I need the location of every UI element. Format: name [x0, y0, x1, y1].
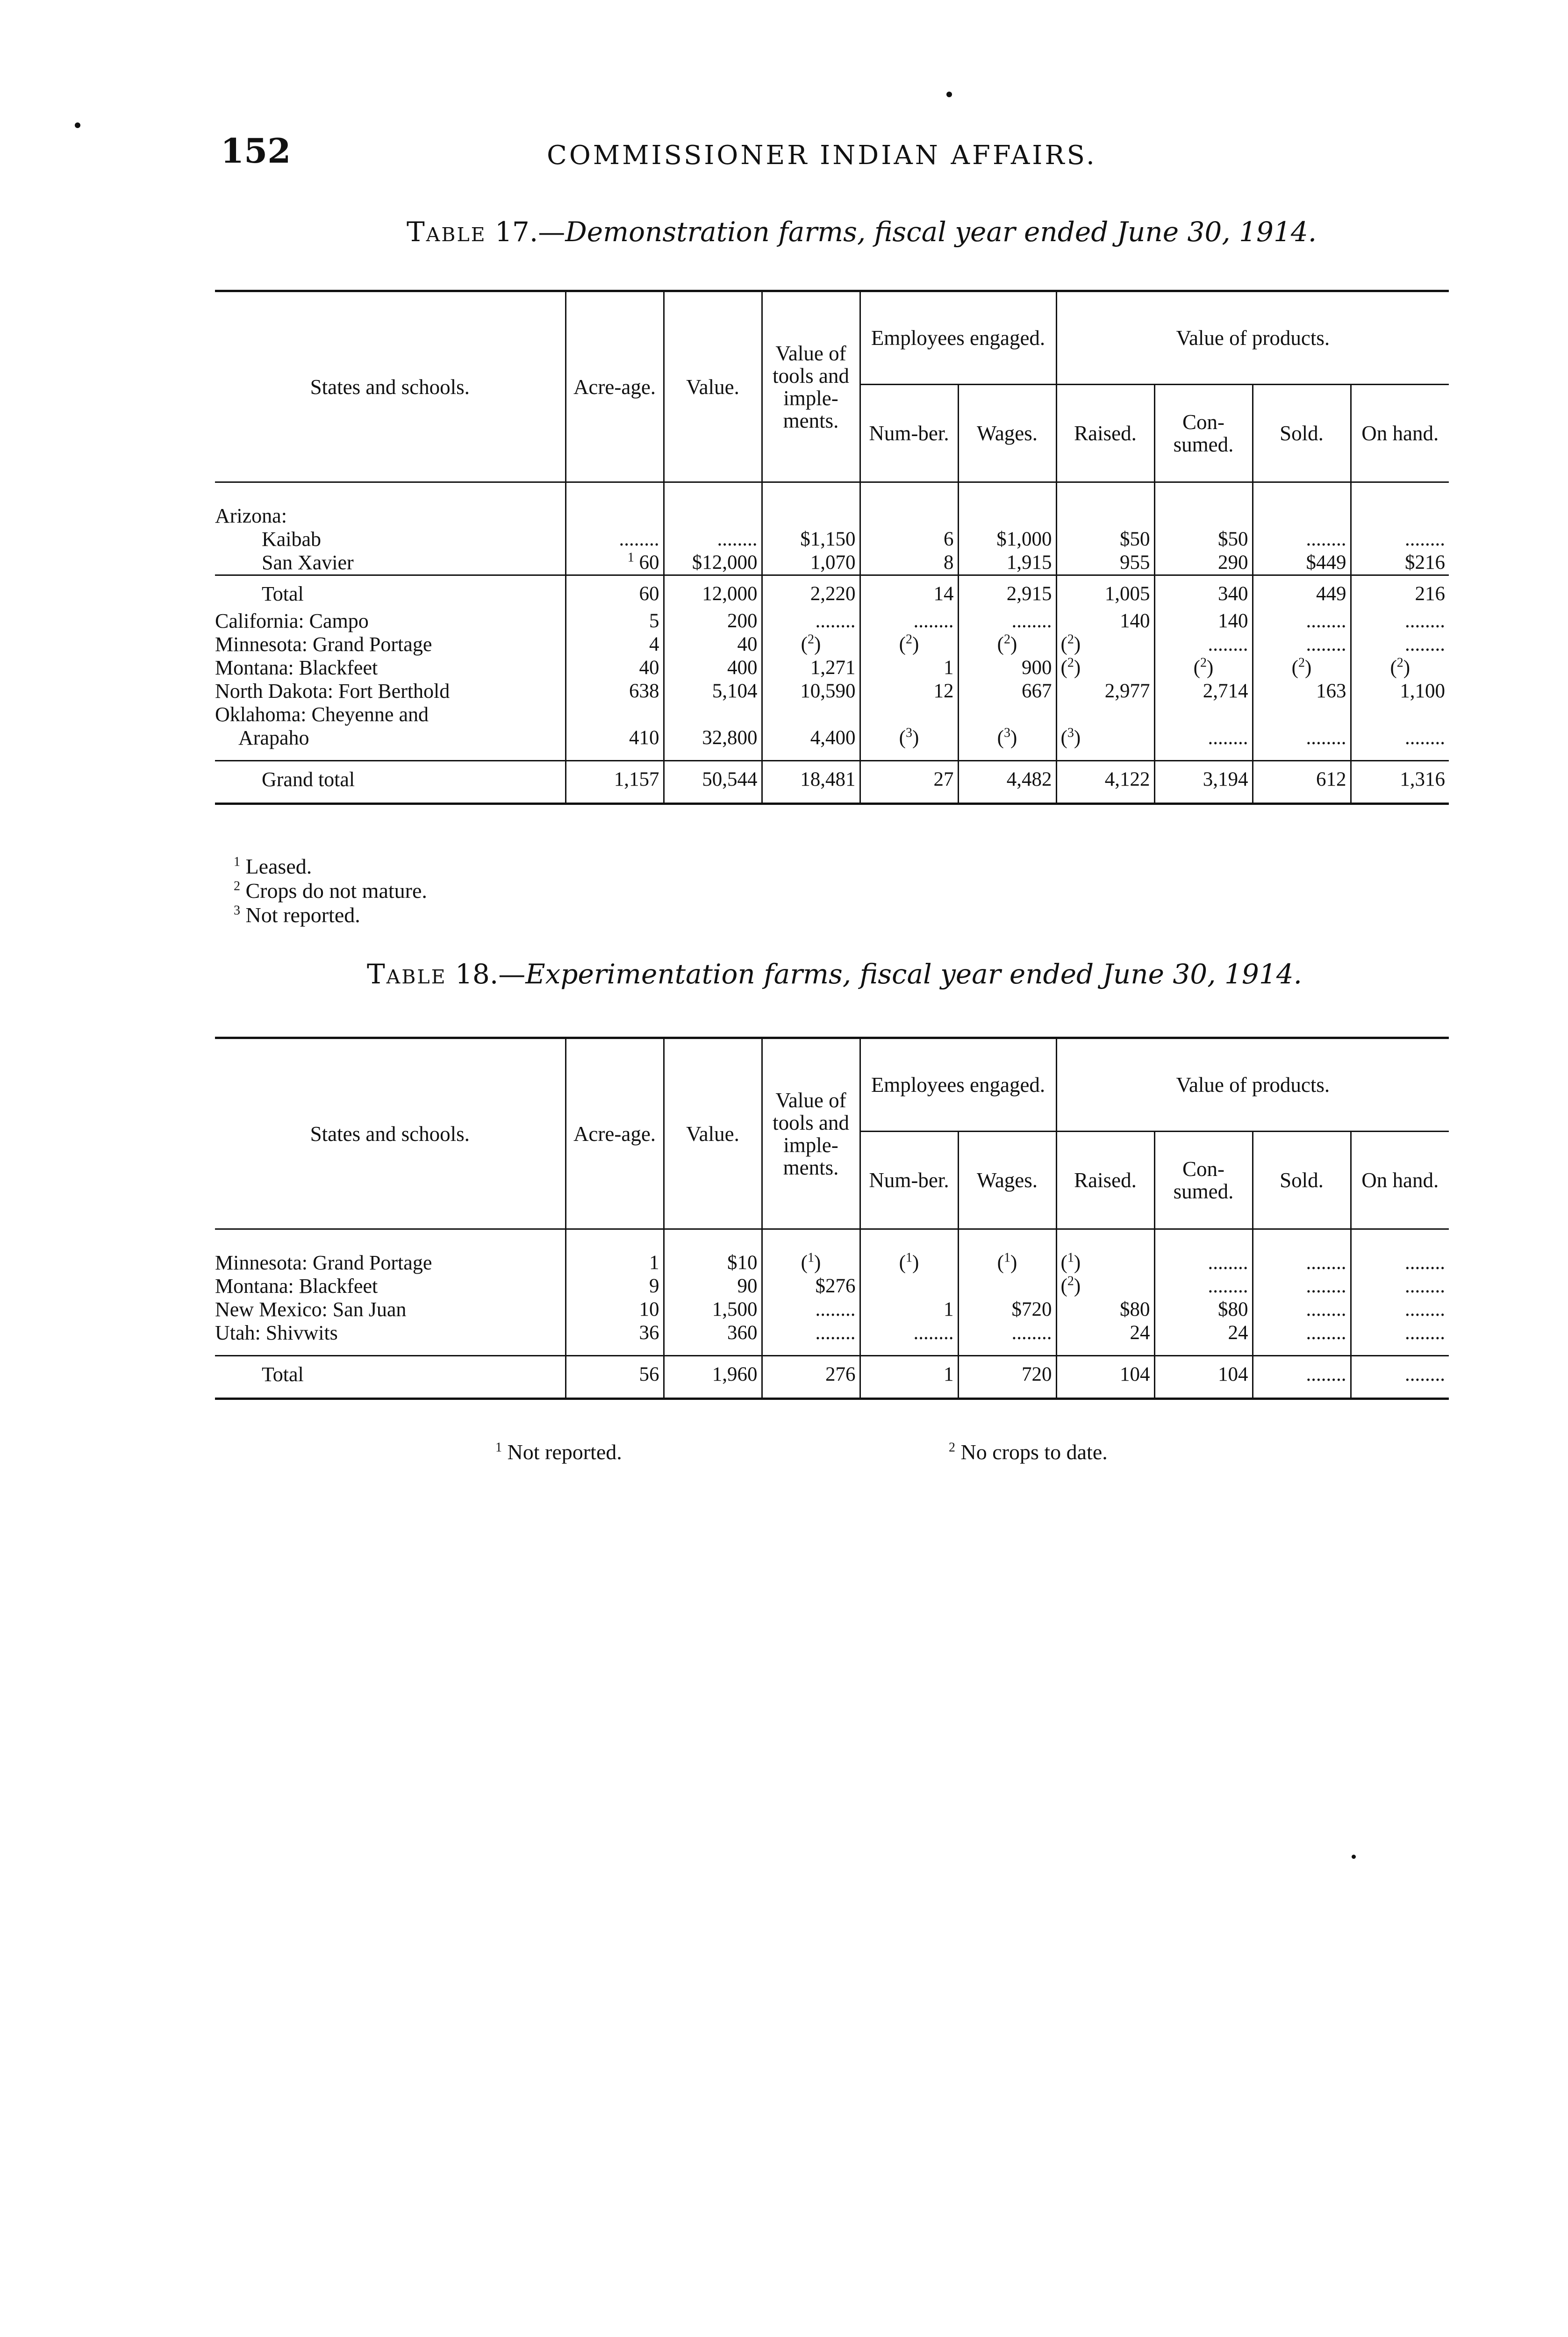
table17-dash: —	[538, 216, 566, 248]
cell-acreage: 10	[566, 1298, 664, 1321]
cell-value: 12,000	[664, 575, 762, 610]
page-number: 152	[221, 131, 291, 171]
footnote-ref: 2	[808, 632, 814, 647]
table-row	[215, 1229, 1449, 1275]
cell-consumed: ($^2$)	[1154, 656, 1253, 680]
header-states: States and schools.	[215, 1038, 566, 1229]
footnote-ref: 1	[1067, 1250, 1074, 1265]
header-raised: Raised.	[1056, 385, 1154, 482]
row-name: Minnesota: Grand Portage	[215, 633, 566, 656]
cell-wages: 4,482	[958, 761, 1056, 804]
cell-raised: ($^1$)	[1056, 1229, 1154, 1275]
cell-wages: 667	[958, 680, 1056, 703]
cell-value: $12,000	[664, 551, 762, 575]
header-acreage: Acre-age.	[566, 291, 664, 482]
cell-number: 1	[860, 1356, 958, 1399]
header-products: Value of products.	[1056, 1038, 1449, 1132]
cell-onhand: ........	[1405, 1322, 1446, 1344]
cell-number: 1	[860, 656, 958, 680]
footnote-ref: 3	[1067, 725, 1074, 740]
cell-consumed: 290	[1154, 551, 1253, 575]
cell-raised: ($^2$)	[1056, 656, 1154, 680]
cell-onhand: ........	[1405, 633, 1446, 655]
cell-raised: $80	[1056, 1298, 1154, 1321]
table18-dash: —	[498, 958, 526, 990]
table-row	[215, 1298, 1449, 1321]
cell-acreage: 1,157	[566, 761, 664, 804]
row-name: San Xavier	[215, 551, 566, 575]
cell-value: 90	[664, 1275, 762, 1298]
cell-onhand: 1,100	[1400, 680, 1446, 702]
row-name: Arizona:	[215, 482, 566, 528]
cell-value: 32,800	[664, 726, 762, 761]
cell-consumed: $80	[1154, 1298, 1253, 1321]
table-row	[215, 703, 1449, 726]
header-onhand: On hand.	[1351, 385, 1449, 482]
table17-number: 17.	[495, 216, 538, 248]
footnote-ref: 1	[906, 1250, 912, 1265]
cell-acreage: ........	[566, 528, 664, 551]
cell-tools: ........	[762, 609, 860, 633]
footnote: $^2$ No crops to date.	[949, 1440, 1108, 1464]
table17-label: Table	[407, 216, 487, 248]
row-name: Grand total	[215, 761, 566, 804]
cell-tools: $1,150	[762, 528, 860, 551]
table-row	[215, 528, 1449, 551]
cell-sold: $449	[1253, 551, 1351, 575]
cell-consumed: 140	[1154, 609, 1253, 633]
footnote: $^1$ Leased.	[234, 854, 312, 878]
cell-tools: 2,220	[762, 575, 860, 610]
cell-value: ........	[664, 528, 762, 551]
cell-value: 1,500	[664, 1298, 762, 1321]
table18-caption	[367, 958, 1302, 990]
cell-sold: 449	[1253, 575, 1351, 610]
cell-raised: $50	[1056, 528, 1154, 551]
cell-value: $10	[664, 1229, 762, 1275]
header-number: Num-ber.	[860, 385, 958, 482]
cell-consumed: 24	[1154, 1321, 1253, 1356]
cell-acreage: 410	[566, 726, 664, 761]
header-tools: Value of tools and imple-ments.	[762, 291, 860, 482]
table-row	[215, 482, 1449, 528]
footnote: $^3$ Not reported.	[234, 903, 360, 927]
cell-consumed: ........	[1154, 726, 1253, 761]
table18-number: 18.	[455, 958, 499, 990]
cell-acreage: 9	[566, 1275, 664, 1298]
footnote-ref: 2	[1200, 655, 1207, 670]
table-row	[215, 726, 1449, 761]
table17-caption	[407, 216, 1317, 248]
cell-consumed: ........	[1154, 1229, 1253, 1275]
footnote-ref: 3	[1004, 725, 1010, 740]
table18	[215, 1037, 1449, 1400]
header-wages: Wages.	[958, 385, 1056, 482]
cell-sold: ........	[1253, 1298, 1351, 1321]
cell-onhand: 1,316	[1351, 761, 1449, 804]
row-name: California: Campo	[215, 609, 566, 633]
cell-raised: 1,005	[1056, 575, 1154, 610]
cell-wages: $1,000	[958, 528, 1056, 551]
header-products: Value of products.	[1056, 291, 1449, 385]
ink-speck	[75, 122, 80, 128]
cell-raised: ($^2$)	[1056, 1275, 1154, 1298]
cell-onhand: ........	[1405, 1275, 1446, 1297]
cell-tools: 276	[762, 1356, 860, 1399]
cell-consumed: 3,194	[1154, 761, 1253, 804]
cell-tools: 10,590	[762, 680, 860, 703]
cell-sold: ........	[1253, 1321, 1351, 1356]
footnote-ref: 3	[906, 725, 912, 740]
footnote: $^2$ Crops do not mature.	[234, 879, 427, 903]
table-row	[215, 1356, 1449, 1399]
footnote-ref: 2	[1004, 632, 1010, 647]
cell-wages: ($^1$)	[958, 1229, 1056, 1275]
table-row	[215, 609, 1449, 633]
header-raised: Raised.	[1056, 1132, 1154, 1229]
header-number: Num-ber.	[860, 1132, 958, 1229]
header-sold: Sold.	[1253, 385, 1351, 482]
cell-number	[860, 1275, 958, 1298]
cell-number: ($^2$)	[860, 633, 958, 656]
header-employees: Employees engaged.	[860, 291, 1056, 385]
cell-tools: 1,271	[762, 656, 860, 680]
cell-wages	[958, 1275, 1056, 1298]
table17-footnotes	[234, 854, 427, 927]
cell-raised: ($^2$)	[1056, 633, 1154, 656]
header-tools: Value of tools and imple-ments.	[762, 1038, 860, 1229]
cell-onhand: ........	[1405, 610, 1446, 632]
cell-raised: 104	[1056, 1356, 1154, 1399]
cell-value: 360	[664, 1321, 762, 1356]
cell-consumed: ........	[1154, 633, 1253, 656]
cell-onhand: ($^2$)	[1390, 655, 1410, 679]
cell-number: 1	[860, 1298, 958, 1321]
table-row	[215, 761, 1449, 804]
cell-number: 6	[860, 528, 958, 551]
cell-tools: $276	[762, 1275, 860, 1298]
cell-wages: ........	[958, 1321, 1056, 1356]
cell-acreage: 56	[566, 1356, 664, 1399]
row-name: Minnesota: Grand Portage	[215, 1229, 566, 1275]
cell-acreage: 638	[566, 680, 664, 703]
header-consumed: Con-sumed.	[1154, 385, 1253, 482]
header-onhand: On hand.	[1351, 1132, 1449, 1229]
cell-onhand: ........	[1351, 1356, 1449, 1399]
cell-raised: ($^3$)	[1056, 726, 1154, 761]
footnote-ref: 2	[906, 632, 912, 647]
cell-wages: $720	[958, 1298, 1056, 1321]
row-name: Montana: Blackfeet	[215, 1275, 566, 1298]
row-name: Kaibab	[215, 528, 566, 551]
row-name: Montana: Blackfeet	[215, 656, 566, 680]
cell-sold: ........	[1253, 528, 1351, 551]
cell-raised: 955	[1056, 551, 1154, 575]
header-wages: Wages.	[958, 1132, 1056, 1229]
cell-number: 12	[860, 680, 958, 703]
cell-acreage: 4	[566, 633, 664, 656]
cell-value: 1,960	[664, 1356, 762, 1399]
cell-consumed: 2,714	[1154, 680, 1253, 703]
cell-sold: ($^2$)	[1253, 656, 1351, 680]
cell-sold: 612	[1253, 761, 1351, 804]
row-name: New Mexico: San Juan	[215, 1298, 566, 1321]
cell-tools: 18,481	[762, 761, 860, 804]
table-row	[215, 575, 1449, 610]
cell-wages: 900	[958, 656, 1056, 680]
cell-acreage: $^1$ 60	[566, 551, 664, 575]
ink-speck	[1352, 1855, 1356, 1859]
cell-raised: 2,977	[1056, 680, 1154, 703]
cell-sold: ........	[1253, 1229, 1351, 1275]
table-row	[215, 633, 1449, 656]
cell-value: 200	[664, 609, 762, 633]
cell-wages: ........	[958, 609, 1056, 633]
cell-tools: ........	[762, 1298, 860, 1321]
cell-value: 5,104	[664, 680, 762, 703]
footnote-ref: 1	[808, 1250, 814, 1265]
cell-acreage: 60	[566, 575, 664, 610]
header-consumed: Con-sumed.	[1154, 1132, 1253, 1229]
cell-consumed: ........	[1154, 1275, 1253, 1298]
cell-sold: 163	[1253, 680, 1351, 703]
cell-consumed: $50	[1154, 528, 1253, 551]
cell-raised: 24	[1056, 1321, 1154, 1356]
cell-wages: ($^2$)	[958, 633, 1056, 656]
footnote-ref: 2	[1396, 655, 1403, 670]
table-row	[215, 1321, 1449, 1356]
cell-number: 14	[860, 575, 958, 610]
cell-value: 400	[664, 656, 762, 680]
cell-sold: ........	[1253, 1275, 1351, 1298]
header-states: States and schools.	[215, 291, 566, 482]
cell-acreage: 1	[566, 1229, 664, 1275]
cell-wages: 720	[958, 1356, 1056, 1399]
table18-title: Experimentation farms, fiscal year ended June 30, 1914.	[525, 958, 1303, 990]
footnote-ref: 2	[1067, 1274, 1074, 1289]
cell-raised: 4,122	[1056, 761, 1154, 804]
cell-tools: ........	[762, 1321, 860, 1356]
header-sold: Sold.	[1253, 1132, 1351, 1229]
table-row	[215, 551, 1449, 575]
cell-acreage: 40	[566, 656, 664, 680]
header-employees: Employees engaged.	[860, 1038, 1056, 1132]
cell-onhand: $216	[1405, 552, 1446, 573]
cell-value: 40	[664, 633, 762, 656]
cell-wages: 1,915	[958, 551, 1056, 575]
row-name: Arapaho	[215, 726, 566, 761]
cell-tools: 4,400	[762, 726, 860, 761]
cell-value: 50,544	[664, 761, 762, 804]
cell-number: ($^3$)	[860, 726, 958, 761]
row-name: North Dakota: Fort Berthold	[215, 680, 566, 703]
footnote-ref: 2	[1298, 655, 1305, 670]
cell-number: ($^1$)	[860, 1229, 958, 1275]
cell-onhand: ........	[1405, 1252, 1446, 1274]
cell-consumed: 104	[1154, 1356, 1253, 1399]
row-name: Total	[215, 575, 566, 610]
table-row	[215, 680, 1449, 703]
footnote: $^1$ Not reported.	[495, 1440, 622, 1464]
cell-tools: ($^1$)	[762, 1229, 860, 1275]
cell-raised: 140	[1056, 609, 1154, 633]
cell-number: ........	[860, 609, 958, 633]
cell-sold: ........	[1253, 609, 1351, 633]
cell-acreage: 5	[566, 609, 664, 633]
header-acreage: Acre-age.	[566, 1038, 664, 1229]
cell-consumed: 340	[1154, 575, 1253, 610]
table18-label: Table	[367, 958, 447, 990]
cell-wages: 2,915	[958, 575, 1056, 610]
header-value: Value.	[664, 1038, 762, 1229]
cell-number: 27	[860, 761, 958, 804]
row-name: Total	[215, 1356, 566, 1399]
cell-wages: ($^3$)	[958, 726, 1056, 761]
cell-onhand: ........	[1405, 1298, 1446, 1320]
cell-sold: ........	[1253, 1356, 1351, 1399]
table17-title: Demonstration farms, fiscal year ended June 30, 1914.	[565, 216, 1317, 248]
cell-tools: ($^2$)	[762, 633, 860, 656]
running-head: COMMISSIONER INDIAN AFFAIRS.	[547, 140, 1097, 171]
cell-onhand: ........	[1405, 727, 1446, 749]
header-value: Value.	[664, 291, 762, 482]
footnote-ref: 2	[1067, 655, 1074, 670]
cell-onhand: ........	[1405, 528, 1446, 550]
ink-speck	[946, 92, 952, 97]
cell-sold: ........	[1253, 726, 1351, 761]
footnote-ref: 1	[627, 550, 634, 565]
footnote-ref: 1	[1004, 1250, 1010, 1265]
cell-number: ........	[860, 1321, 958, 1356]
row-name: Oklahoma: Cheyenne and	[215, 703, 566, 726]
table-row	[215, 1275, 1449, 1298]
cell-acreage: 36	[566, 1321, 664, 1356]
cell-sold: ........	[1253, 633, 1351, 656]
table-row	[215, 656, 1449, 680]
cell-tools: 1,070	[762, 551, 860, 575]
row-name: Utah: Shivwits	[215, 1321, 566, 1356]
footnote-ref: 2	[1067, 632, 1074, 647]
cell-onhand: 216	[1351, 575, 1449, 610]
table17	[215, 290, 1449, 805]
cell-number: 8	[860, 551, 958, 575]
